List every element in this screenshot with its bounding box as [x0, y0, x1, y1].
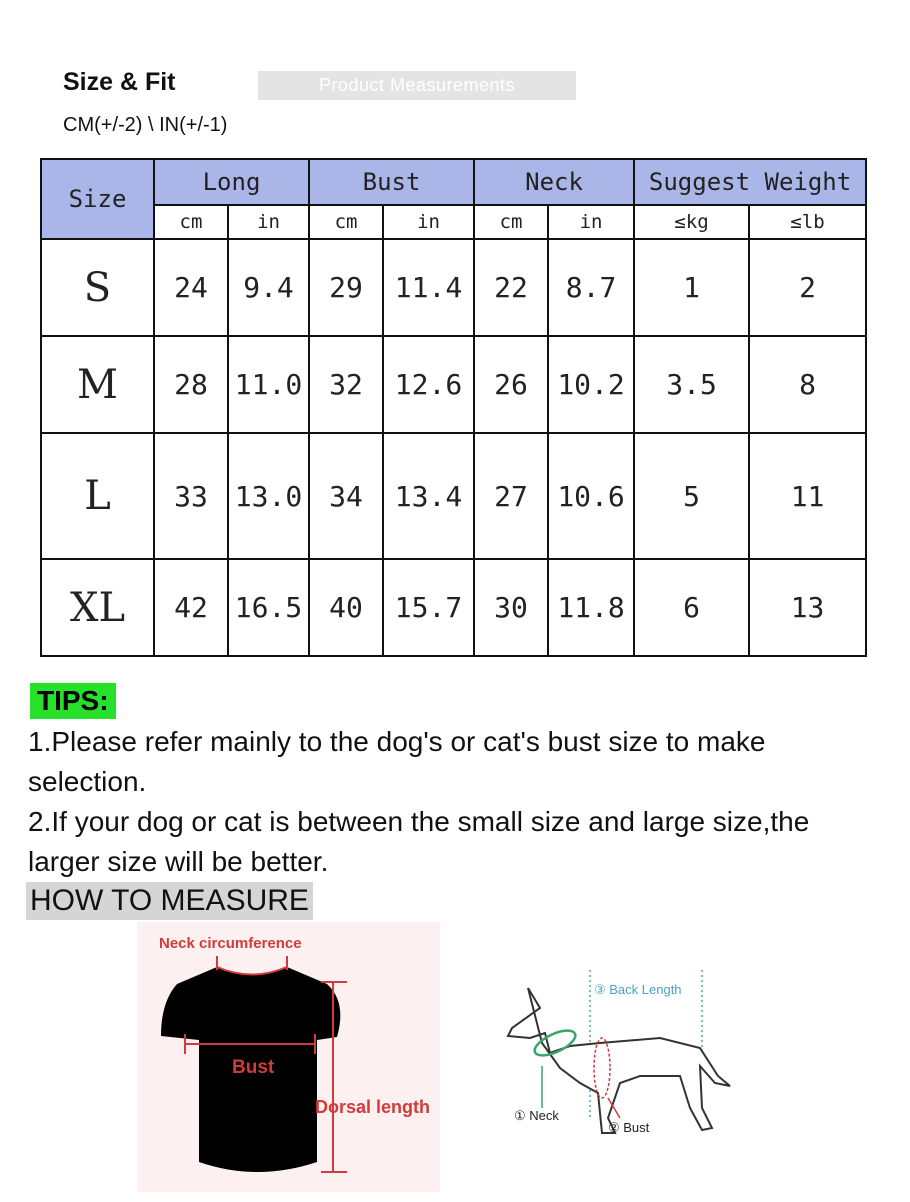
table-cell: 13.4 — [383, 433, 474, 559]
table-cell: 10.6 — [548, 433, 634, 559]
tip-item: 1.Please refer mainly to the dog's or cat's bust size to make selection. — [28, 726, 766, 797]
table-cell: 3.5 — [634, 336, 749, 433]
table-row — [41, 336, 866, 433]
neck-circumference-label: Neck circumference — [159, 935, 302, 952]
table-cell: 30 — [474, 559, 548, 656]
bust-ring-label: ② Bust — [608, 1120, 650, 1135]
table-cell: 29 — [309, 239, 383, 336]
table-cell: 27 — [474, 433, 548, 559]
size-table — [40, 158, 867, 657]
dog-measure-diagram — [490, 958, 750, 1168]
product-measurements-tag: Product Measurements — [258, 71, 576, 100]
table-cell: 8 — [749, 336, 866, 433]
table-cell: 6 — [634, 559, 749, 656]
table-cell: 13 — [749, 559, 866, 656]
table-cell: 2 — [749, 239, 866, 336]
table-cell: 9.4 — [228, 239, 309, 336]
table-cell: 16.5 — [228, 559, 309, 656]
size-table-container — [40, 158, 865, 657]
unit-subheader: cm — [474, 205, 548, 239]
table-cell: 22 — [474, 239, 548, 336]
size-label: XL — [41, 559, 154, 656]
size-column-header: Size — [41, 159, 154, 239]
unit-subheader: in — [548, 205, 634, 239]
unit-subheader: ≤lb — [749, 205, 866, 239]
table-row — [41, 239, 866, 336]
weight-group-header: Suggest Weight — [634, 159, 866, 205]
size-label: L — [41, 433, 154, 559]
table-cell: 8.7 — [548, 239, 634, 336]
table-cell: 40 — [309, 559, 383, 656]
page-title: Size & Fit — [63, 68, 176, 96]
how-to-measure-heading: HOW TO MEASURE — [26, 882, 313, 920]
table-header-row — [41, 159, 866, 205]
table-cell: 24 — [154, 239, 228, 336]
bust-label: Bust — [232, 1057, 275, 1078]
unit-subheader: in — [383, 205, 474, 239]
table-subheader-row — [41, 205, 866, 239]
table-cell: 5 — [634, 433, 749, 559]
unit-tolerance-note: CM(+/-2) \ IN(+/-1) — [63, 114, 228, 136]
table-cell: 13.0 — [228, 433, 309, 559]
table-cell: 11.0 — [228, 336, 309, 433]
neck-label: ① Neck — [514, 1108, 559, 1123]
tips-label: TIPS: — [30, 683, 116, 719]
unit-subheader: cm — [154, 205, 228, 239]
unit-subheader: in — [228, 205, 309, 239]
table-cell: 11.4 — [383, 239, 474, 336]
unit-subheader: cm — [309, 205, 383, 239]
neck-group-header: Neck — [474, 159, 634, 205]
table-cell: 34 — [309, 433, 383, 559]
unit-subheader: ≤kg — [634, 205, 749, 239]
table-cell: 28 — [154, 336, 228, 433]
table-cell: 12.6 — [383, 336, 474, 433]
size-label: M — [41, 336, 154, 433]
table-row — [41, 559, 866, 656]
dog-illustration — [490, 958, 750, 1168]
table-cell: 26 — [474, 336, 548, 433]
table-cell: 32 — [309, 336, 383, 433]
table-row — [41, 433, 866, 559]
back-length-label: ③ Back Length — [594, 982, 682, 997]
table-cell: 11 — [749, 433, 866, 559]
table-cell: 42 — [154, 559, 228, 656]
shirt-illustration — [137, 922, 440, 1192]
shirt-measure-diagram — [137, 922, 440, 1192]
table-cell: 15.7 — [383, 559, 474, 656]
size-label: S — [41, 239, 154, 336]
table-cell: 10.2 — [548, 336, 634, 433]
table-cell: 33 — [154, 433, 228, 559]
tip-item: 2.If your dog or cat is between the small size and large size,the larger size will be better. — [28, 806, 810, 877]
table-cell: 11.8 — [548, 559, 634, 656]
bust-group-header: Bust — [309, 159, 474, 205]
dorsal-length-label: Dorsal length — [315, 1097, 431, 1117]
long-group-header: Long — [154, 159, 309, 205]
table-cell: 1 — [634, 239, 749, 336]
